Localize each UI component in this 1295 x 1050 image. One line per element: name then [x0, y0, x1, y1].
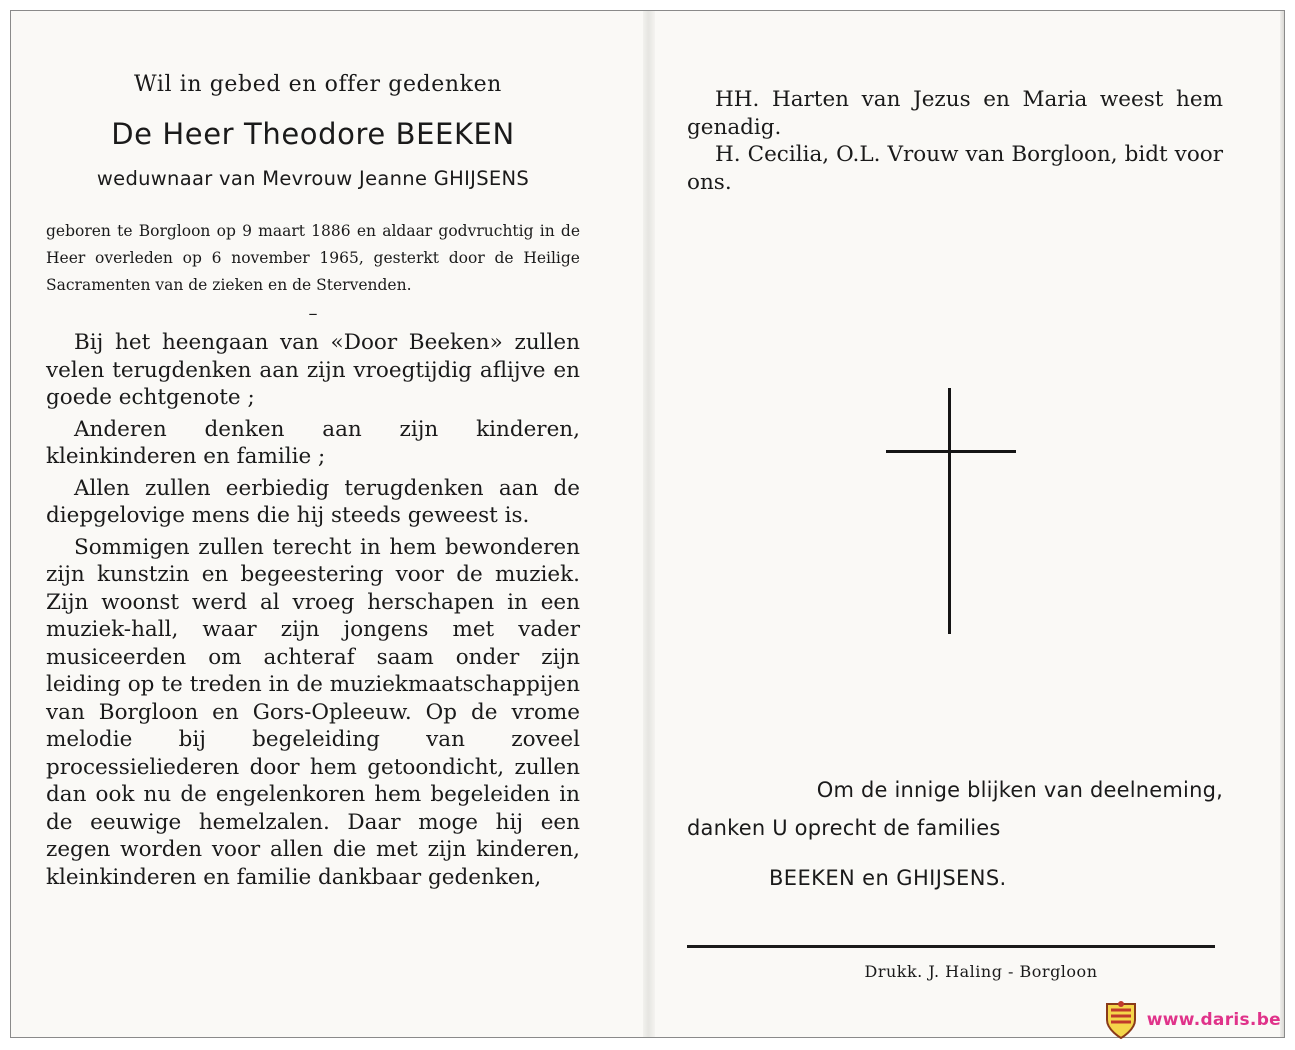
- separator: –: [308, 303, 318, 324]
- widower-line: weduwnaar van Mevrouw Jeanne GHIJSENS: [96, 167, 530, 190]
- biography: geboren te Borgloon op 9 maart 1886 en aldaar godvruchtig in de Heer overleden op 6 november 1965, gesterkt door de Heilige Sacramenten van de zieken en de Stervenden.: [46, 222, 580, 294]
- deceased-name: De Heer Theodore BEEKEN: [111, 117, 515, 151]
- prayer-block: [687, 86, 1223, 196]
- cross-horizontal-bar: [886, 450, 1016, 453]
- card-edge: [1280, 11, 1284, 1037]
- prayer-line: HH. Harten van Jezus en Maria weest hem genadig.: [687, 87, 1223, 140]
- thanks-line-2: danken U oprecht de families: [687, 816, 1001, 840]
- cross-icon: [886, 388, 1016, 634]
- right-page: [687, 72, 1223, 196]
- intro-line: Wil in gebed en offer gedenken: [134, 72, 502, 97]
- card-fold: [643, 11, 655, 1037]
- coat-of-arms-icon: [1103, 1000, 1139, 1040]
- tribute-paragraph: Allen zullen eerbiedig terugdenken aan de diepgelovige mens die hij steeds geweest is.: [46, 475, 580, 528]
- thanks-block: [687, 778, 1223, 890]
- divider-line: [687, 945, 1215, 948]
- family-names: BEEKEN en GHIJSENS.: [769, 866, 1007, 890]
- tribute-paragraph: Bij het heengaan van «Door Beeken» zullen velen terugdenken aan zijn vroegtijdig aflijve en goede echtgenote ;: [46, 330, 580, 410]
- thanks-line-1: Om de innige blijken van deelneming,: [816, 778, 1223, 802]
- tribute-paragraph: Sommigen zullen terecht in hem bewonderen zijn kunstzin en begeestering voor de muziek. Zijn woonst werd al vroeg herschapen in een muziek-hall, waar zijn jongens met vader musiceerden om achteraf saam onder zijn leiding op te treden in de muziekmaatschappijen van Borgloon en Gors-Opleeuw. Op de vrome melodie bij begeleiding van zoveel processieliederen door hem getoondicht, zullen dan ook nu de engelenkoren hem begeleiden in de eeuwige hemelzalen. Daar moge hij een zegen worden voor allen die met zijn kinderen, kleinkinderen en familie dankbaar gedenken,: [46, 534, 580, 890]
- watermark-text: www.daris.be: [1146, 1010, 1281, 1030]
- watermark: [1103, 1000, 1281, 1040]
- cross-vertical-bar: [948, 388, 951, 634]
- tribute-paragraph: Anderen denken aan zijn kinderen, kleinkinderen en familie ;: [46, 416, 580, 469]
- prayer-line: H. Cecilia, O.L. Vrouw van Borgloon, bidt voor ons.: [687, 142, 1223, 195]
- tribute-text: [46, 329, 580, 891]
- left-page: [46, 72, 580, 895]
- printer-credit: Drukk. J. Haling - Borgloon: [864, 962, 1098, 981]
